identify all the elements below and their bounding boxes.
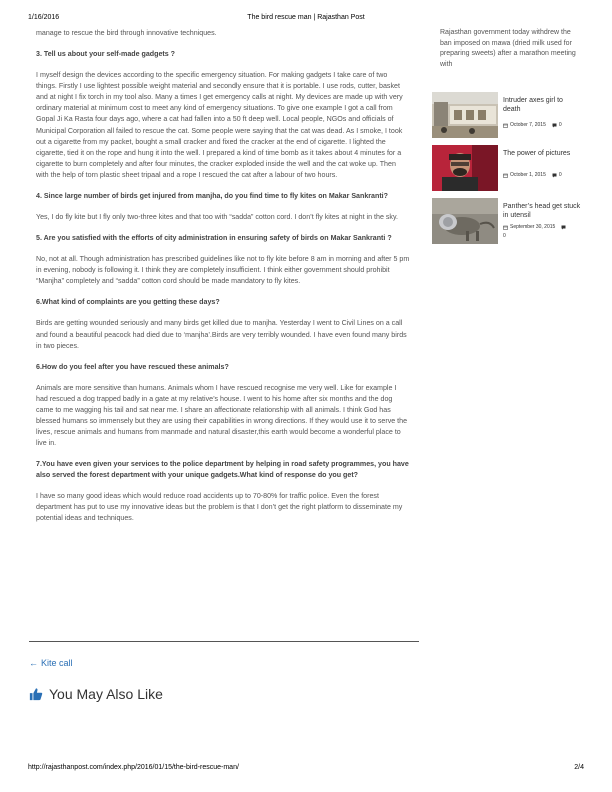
post-meta xyxy=(503,224,581,239)
comment-count[interactable]: 0 xyxy=(558,122,562,128)
article-paragraph: I have so many good ideas which would reduce road accidents up to 70-80% for traffic police. Even the forest department has put to use my innovative ideas but the problem is that I don’t get the right platform to disseminate my potential ideas and techniques. xyxy=(36,492,403,523)
related-posts-title: You May Also Like xyxy=(49,686,163,702)
print-page-number: 2/4 xyxy=(574,764,584,771)
post-title-link[interactable]: Panther’s head get stuck in utensil xyxy=(503,203,581,219)
previous-post-link[interactable] xyxy=(29,658,73,668)
article-divider xyxy=(29,641,419,642)
sidebar-post-item[interactable] xyxy=(432,145,582,195)
question-heading: 3. Tell us about your self-made gadgets ? xyxy=(36,50,176,59)
calendar-icon xyxy=(503,123,508,128)
post-date: October 1, 2015 xyxy=(510,172,546,178)
article-body xyxy=(36,28,410,535)
article-paragraph: Yes, I do fly kite but I fly only two-three kites and that too with “sadda” cotton cord. I don’t fly kites at night in the sky. xyxy=(36,213,398,222)
print-date: 1/16/2016 xyxy=(28,14,60,21)
article-paragraph: Birds are getting wounded seriously and many birds get killed due to manjha. Yesterday I went to Civil Lines on a call and found a beautiful peacock had died due to ‘manjha’.Birds are very terribly wounded. I have even found many birds in two pieces. xyxy=(36,319,407,350)
comment-icon xyxy=(561,225,566,230)
left-arrow-icon: ← xyxy=(29,658,38,668)
thumbs-up-icon xyxy=(29,687,43,701)
previous-post-label: Kite call xyxy=(41,658,73,668)
post-thumbnail[interactable] xyxy=(432,198,498,244)
related-posts-heading xyxy=(29,686,163,702)
post-date: October 7, 2015 xyxy=(510,122,546,128)
article-paragraph: Animals are more sensitive than humans. Animals whom I have rescued recognise me very well. Like for example I had rescued a dog trapped badly in a gate at my relative’s house. I went to his home after six months and the dog came to me wagging his tail and sat near me. I share an affectionate relationship with all animals. I think God has blessed humans so immensely but they are using their capabilities in wrong directions. If they would use it to serve the lives, rescue animals and humans from manmade and natural disaster,this earth would become a wonderful place to live in. xyxy=(36,383,408,448)
post-title-link[interactable]: The power of pictures xyxy=(503,150,571,157)
post-title-link[interactable]: Intruder axes girl to death xyxy=(503,97,563,113)
print-page-title: The bird rescue man | Rajasthan Post xyxy=(247,14,365,21)
comment-count[interactable]: 0 xyxy=(558,172,562,178)
article-paragraph: manage to rescue the bird through innovative techniques. xyxy=(36,29,217,37)
thumbnail-image xyxy=(432,198,498,244)
post-date: September 30, 2015 xyxy=(510,224,556,230)
calendar-icon xyxy=(503,173,508,178)
print-url: http://rajasthanpost.com/index.php/2016/01/15/the-bird-rescue-man/ xyxy=(28,764,239,771)
calendar-icon xyxy=(503,225,508,230)
print-footer xyxy=(28,764,584,776)
comment-icon xyxy=(552,173,557,178)
question-heading: 6.What kind of complaints are you getting these days? xyxy=(36,298,220,307)
question-heading: 7.You have even given your services to the police department by helping in road safety programmes, you have also served the forest department with your unique gadgets.What kind of response do you get? xyxy=(36,460,409,480)
sidebar-excerpt: Rajasthan government today withdrew the ban imposed on mawa (dried milk used for preparing sweets) after a marathon meeting with xyxy=(440,29,576,68)
article-paragraph: No, not at all. Though administration has prescribed guidelines like not to fly kite before 8 am in morning and after 5 pm in evening, nobody is following it. I think they are completely insufficient. I think either government should prohibit “Manjha” completely and “sadda” cotton cord should be made mandatory to fly kites. xyxy=(36,255,410,286)
post-thumbnail[interactable] xyxy=(432,92,498,138)
post-thumbnail[interactable] xyxy=(432,145,498,191)
question-heading: 6.How do you feel after you have rescued these animals? xyxy=(36,362,229,371)
post-meta xyxy=(503,122,562,128)
thumbnail-image xyxy=(432,145,498,191)
question-heading: 5. Are you satisfied with the efforts of city administration in ensuring safety of birds on Makar Sankranti ? xyxy=(36,234,392,243)
comment-icon xyxy=(552,123,557,128)
comment-count[interactable]: 0 xyxy=(503,233,506,239)
print-header xyxy=(28,14,584,26)
article-paragraph: I myself design the devices according to the specific emergency situation. For making gadgets I take care of two things. Firstly I use lightest possible weight material and secondly ensure that it is portable. I use rods, cutter, basket and at night I fix torch in my tool also. Many a times I get emergency calls at night. My devices are made up with very ordinary material at minimum cost to meet any kind of emergency situations. To give one example I got a call from Gopal Ji Ka Rasta four days ago, where a cat had fallen into a 50 ft deep well. Local people, NGOs and officials of Municipal Corporation all failed to rescue the cat. Some people were saying that the cat was dead. As I smoke, I took out a cigarette from my packet, bought a small cracker and fixed the cracker at the end of cigarette. I lighted the cigarette, tied it on the rope and hung it into the well. I prepared a kind of time bomb as it takes about 4 minutes for a cigarette to burn completely and after four minutes, the cracker exploded inside the well and the cat woke up. Then with the help of torn plastic sheet tripaal and a rope I rescued the cat after a labour of two hours. xyxy=(36,71,403,179)
sidebar xyxy=(432,28,582,239)
question-heading: 4. Since large number of birds get injured from manjha, do you find time to fly kites on Makar Sankranti? xyxy=(36,192,388,201)
post-meta xyxy=(503,172,562,178)
sidebar-post-item[interactable] xyxy=(432,198,582,248)
thumbnail-image xyxy=(432,92,498,138)
sidebar-post-item[interactable] xyxy=(432,92,582,142)
